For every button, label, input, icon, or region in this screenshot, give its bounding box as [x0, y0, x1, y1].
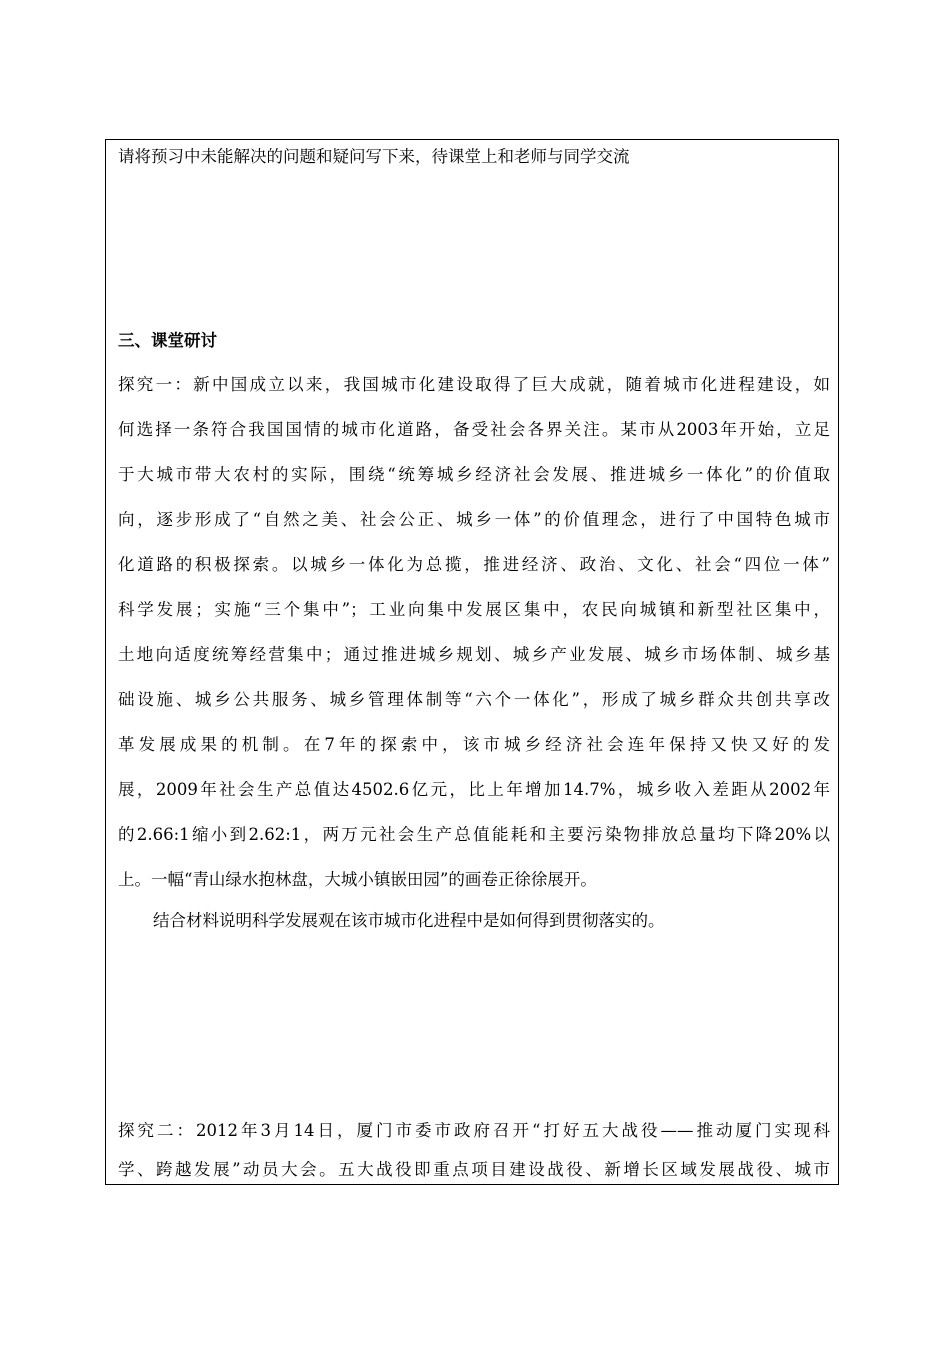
inquiry-one-line: 展，2009年社会生产总值达4502.6亿元，比上年增加14.7%，城乡收入差距从2002年 — [118, 780, 830, 799]
inquiry-one-line: 革发展成果的机制。在7年的探索中，该市城乡经济社会连年保持又快又好的发 — [118, 735, 830, 754]
preview-question-prompt: 请将预习中未能解决的问题和疑问写下来，待课堂上和老师与同学交流 — [118, 147, 630, 166]
inquiry-two-line: 探究二：2012年3月14日，厦门市委市政府召开“打好五大战役——推动厦门实现科 — [118, 1121, 830, 1140]
document-frame — [105, 139, 839, 1185]
inquiry-one-line: 上。一幅“青山绿水抱林盘，大城小镇嵌田园”的画卷正徐徐展开。 — [118, 870, 597, 889]
inquiry-one-line: 土地向适度统筹经营集中；通过推进城乡规划、城乡产业发展、城乡市场体制、城乡基 — [118, 645, 830, 664]
inquiry-one-line: 于大城市带大农村的实际，围绕“统筹城乡经济社会发展、推进城乡一体化”的价值取 — [118, 465, 830, 484]
inquiry-two-line: 学、跨越发展”动员大会。五大战役即重点项目建设战役、新增长区域发展战役、城市 — [118, 1160, 830, 1179]
inquiry-one-question: 结合材料说明科学发展观在该市城市化进程中是如何得到贯彻落实的。 — [153, 911, 665, 930]
inquiry-one-line: 探究一：新中国成立以来，我国城市化建设取得了巨大成就，随着城市化进程建设，如 — [118, 375, 830, 394]
inquiry-one-line: 何选择一条符合我国国情的城市化道路，备受社会各界关注。某市从2003年开始，立足 — [118, 420, 830, 439]
inquiry-one-line: 科学发展；实施“三个集中”；工业向集中发展区集中，农民向城镇和新型社区集中， — [118, 600, 830, 619]
inquiry-one-line: 向，逐步形成了“自然之美、社会公正、城乡一体”的价值理念，进行了中国特色城市 — [118, 510, 830, 529]
inquiry-one-line: 化道路的积极探索。以城乡一体化为总揽，推进经济、政治、文化、社会“四位一体” — [118, 555, 830, 574]
inquiry-one-line: 的2.66:1缩小到2.62:1，两万元社会生产总值能耗和主要污染物排放总量均下降20%以 — [118, 825, 830, 844]
section-title: 三、课堂研讨 — [118, 331, 217, 350]
inquiry-one-line: 础设施、城乡公共服务、城乡管理体制等“六个一体化”，形成了城乡群众共创共享改 — [118, 690, 830, 709]
